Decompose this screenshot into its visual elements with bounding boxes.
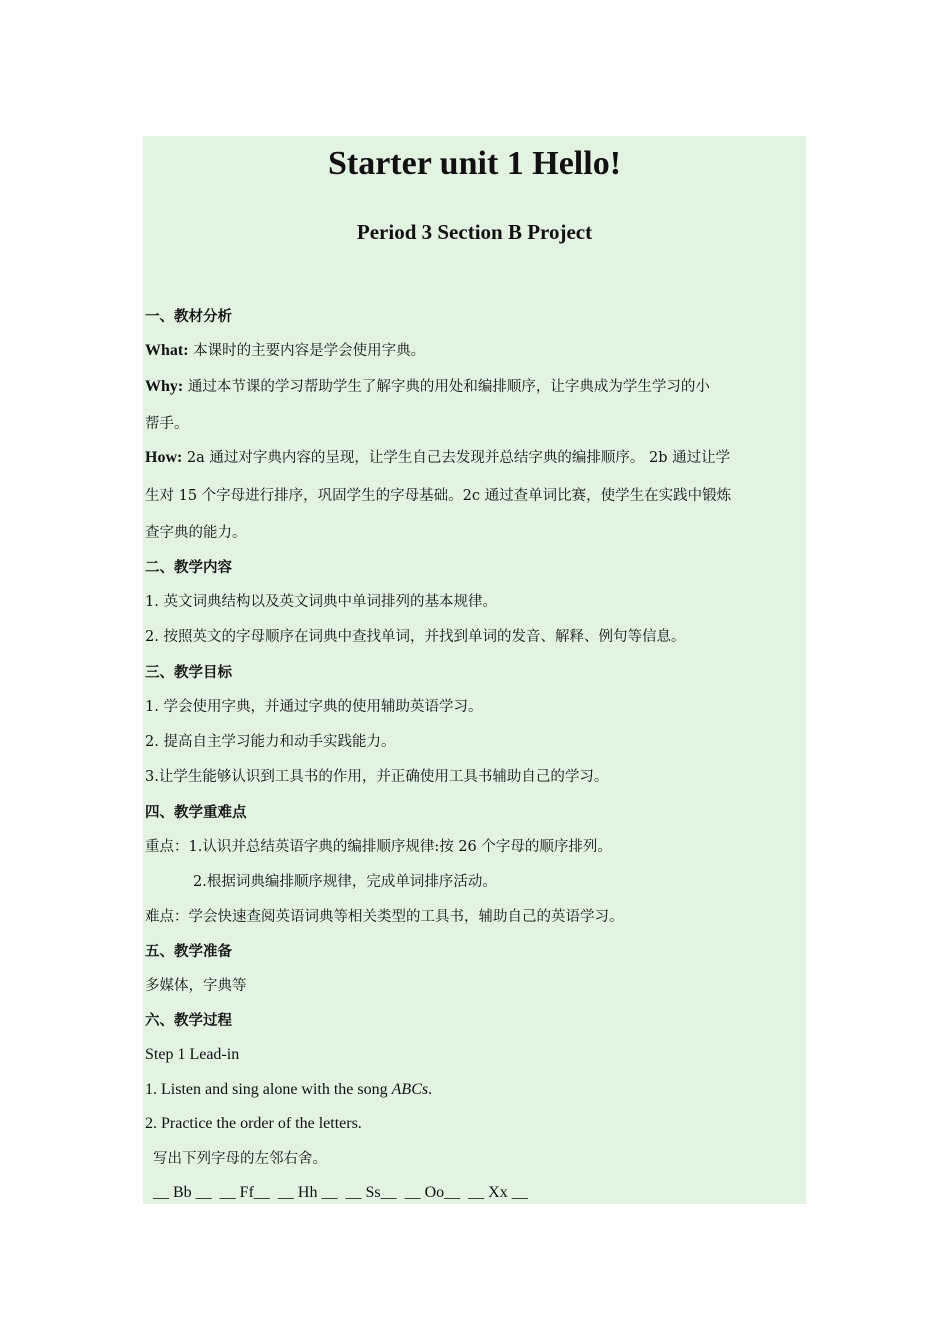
why-label: Why: xyxy=(145,378,184,395)
how-text-line-2: 生对 15 个字母进行排序，巩固学生的字母基础。2c 通过查单词比赛，使学生在实践中锻炼 xyxy=(145,488,732,504)
page-subtitle: Period 3 Section B Project xyxy=(356,220,593,244)
step-1-title: Step 1 Lead-in xyxy=(145,1046,240,1063)
what-paragraph xyxy=(145,341,425,361)
list-item: 3.让学生能够认识到工具书的作用，并正确使用工具书辅助自己的学习。 xyxy=(145,769,609,785)
letter-exercise: __ Bb __ __ Ff__ __ Hh __ __ Ss__ __ Oo__ __ Xx __ xyxy=(153,1184,528,1201)
page-title: Starter unit 1 Hello! xyxy=(327,145,622,182)
how-paragraph xyxy=(145,448,730,468)
why-text-line-1: 通过本节课的学习帮助学生了解字典的用处和编排顺序，让字典成为学生学习的小 xyxy=(183,379,710,395)
list-item: 2. 提高自主学习能力和动手实践能力。 xyxy=(145,734,396,750)
preparation-text: 多媒体，字典等 xyxy=(145,978,247,994)
step-item-1-end: . xyxy=(428,1081,433,1098)
section-heading-process: 六、教学过程 xyxy=(145,1013,232,1029)
section-heading-analysis: 一、教材分析 xyxy=(145,309,232,325)
list-item: 1. 英文词典结构以及英文词典中单词排列的基本规律。 xyxy=(145,594,497,610)
song-title: ABCs xyxy=(391,1081,429,1098)
how-label: How: xyxy=(145,449,183,466)
section-heading-content: 二、教学内容 xyxy=(145,560,232,576)
why-paragraph xyxy=(145,377,710,397)
why-text-line-2: 帮手。 xyxy=(145,416,189,432)
what-label: What: xyxy=(145,342,189,359)
key-point-2: 2.根据词典编排顺序规律，完成单词排序活动。 xyxy=(193,874,497,890)
section-heading-preparation: 五、教学准备 xyxy=(145,944,232,960)
difficult-point: 难点：学会快速查阅英语词典等相关类型的工具书，辅助自己的英语学习。 xyxy=(145,909,624,925)
list-item: 2. 按照英文的字母顺序在词典中查找单词，并找到单词的发音、解释、例句等信息。 xyxy=(145,629,686,645)
how-text-line-1: 2a 通过对字典内容的呈现，让学生自己去发现并总结字典的编排顺序。 2b 通过让学 xyxy=(182,450,731,466)
step-item-1-text: 1. Listen and sing alone with the song xyxy=(145,1081,392,1098)
how-text-line-3: 查字典的能力。 xyxy=(145,525,247,541)
list-item: 1. 学会使用字典，并通过字典的使用辅助英语学习。 xyxy=(145,699,483,715)
exercise-instruction: 写出下列字母的左邻右舍。 xyxy=(153,1151,327,1167)
section-heading-objectives: 三、教学目标 xyxy=(145,665,232,681)
step-item-2: 2. Practice the order of the letters. xyxy=(145,1115,362,1132)
key-point-1: 重点：1.认识并总结英语字典的编排顺序规律:按 26 个字母的顺序排列。 xyxy=(145,839,612,855)
step-item-1 xyxy=(145,1080,432,1100)
what-text: 本课时的主要内容是学会使用字典。 xyxy=(188,343,426,359)
document-body xyxy=(143,136,806,1204)
section-heading-key-points: 四、教学重难点 xyxy=(145,805,247,821)
